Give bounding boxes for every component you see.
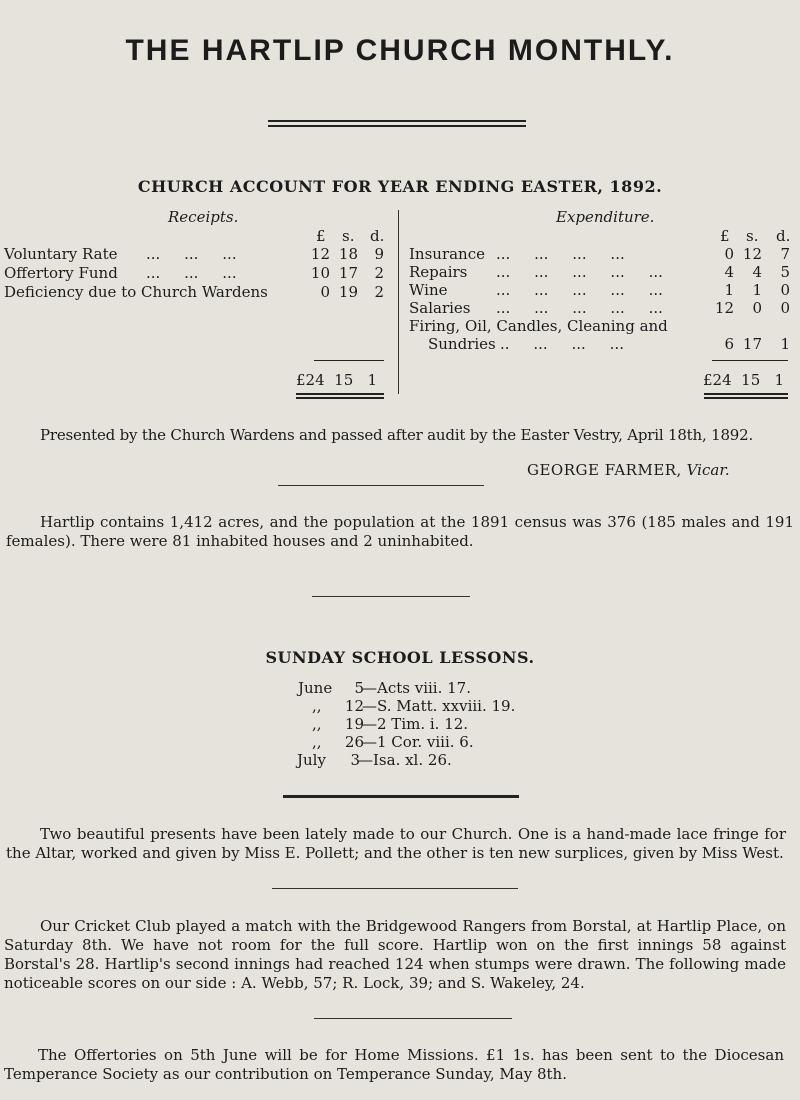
lesson-month: ,, [312,715,322,733]
expenditure-dots: ... ... ... ... [496,245,625,263]
lesson-day: 12 [344,697,364,715]
receipt-shillings: 18 [338,245,358,263]
lesson-text: —S. Matt. xxviii. 19. [362,697,516,715]
expenditure-item: Insurance [409,245,485,263]
receipts-total: £24 15 1 [296,371,378,389]
account-column-divider [398,210,399,394]
receipt-dots: ... ... ... [146,245,237,263]
divider [278,485,484,486]
expenditure-item: Firing, Oil, Candles, Cleaning and [409,317,668,335]
cricket-paragraph: Our Cricket Club played a match with the Bridgewood Rangers from Borstal, at Hartlip Place, on Saturday 8th. We have not room for the full score. Hartlip won on the first innings 58 against Borstal's 28. Hartlip's second innings had reached 124 when stumps were drawn. The following made noticeable scores on our side : A. Webb, 57; R. Lock, 39; and S. Wakeley, 24. [4,917,786,992]
expenditure-total: £24 15 1 [703,371,785,389]
expenditure-pence: 0 [780,299,790,317]
receipts-label: Receipts. [168,208,239,226]
lesson-month: ,, [312,697,322,715]
divider [314,1018,512,1019]
expenditure-dots: ... ... ... ... ... [496,281,663,299]
expenditure-currency-shilling: s. [746,227,759,245]
lesson-month: June [298,679,333,697]
expenditure-item: Sundries [428,335,496,353]
lesson-day: 26 [344,733,364,751]
expenditure-item: Salaries [409,299,471,317]
lesson-text: —Isa. xl. 26. [358,751,452,769]
expenditure-pounds: 6 [724,335,734,353]
expenditure-pence: 5 [780,263,790,281]
expenditure-dots: .. ... ... ... [500,335,624,353]
receipt-dots: ... ... ... [146,264,237,282]
expenditure-pence: 7 [780,245,790,263]
expenditure-pence: 1 [780,335,790,353]
expenditure-total-rule [712,360,788,361]
receipts-currency-pence: d. [370,227,385,245]
lesson-day: 19 [344,715,364,733]
expenditure-item: Repairs [409,263,468,281]
expenditure-total-double-rule [704,393,788,399]
expenditure-pounds: 1 [724,281,734,299]
receipt-pence: 2 [374,283,384,301]
expenditure-shillings: 4 [752,263,762,281]
lesson-day: 5 [354,679,364,697]
divider [312,596,470,597]
receipts-currency-pound: £ [316,227,326,245]
receipt-pence: 9 [374,245,384,263]
receipt-shillings: 17 [338,264,358,282]
expenditure-shillings: 17 [742,335,762,353]
page-title: THE HARTLIP CHURCH MONTHLY. [125,34,675,67]
receipt-item: Voluntary Rate [4,245,118,263]
expenditure-shillings: 0 [752,299,762,317]
receipts-currency-shilling: s. [342,227,355,245]
lesson-text: —1 Cor. viii. 6. [362,733,474,751]
receipt-shillings: 19 [338,283,358,301]
signature [527,461,730,479]
presented-statement: Presented by the Church Wardens and passed after audit by the Easter Vestry, April 18th, 1892. [40,426,754,444]
offertories-paragraph: The Offertories on 5th June will be for Home Missions. £1 1s. has been sent to the Diocesan Temperance Society as our contribution on Temperance Sunday, May 8th. [4,1046,784,1083]
receipt-item: Offertory Fund [4,264,118,282]
receipt-pence: 2 [374,264,384,282]
lesson-text: —Acts viii. 17. [362,679,471,697]
receipt-pounds: 12 [310,245,330,263]
signature-title: Vicar. [686,461,730,479]
expenditure-pounds: 4 [724,263,734,281]
expenditure-pounds: 12 [714,299,734,317]
receipt-pounds: 0 [320,283,330,301]
divider [283,795,519,798]
expenditure-label: Expenditure. [556,208,655,226]
expenditure-currency-pence: d. [776,227,791,245]
lesson-text: —2 Tim. i. 12. [362,715,469,733]
title-double-rule [268,120,526,127]
presents-paragraph: Two beautiful presents have been lately made to our Church. One is a hand-made lace fringe for the Altar, worked and given by Miss E. Pollett; and the other is ten new surplices, given by Miss West. [6,825,786,862]
account-heading: CHURCH ACCOUNT FOR YEAR ENDING EASTER, 1892. [137,177,663,196]
lessons-heading: SUNDAY SCHOOL LESSONS. [265,648,535,667]
expenditure-dots: ... ... ... ... ... [496,263,663,281]
population-paragraph: Hartlip contains 1,412 acres, and the population at the 1891 census was 376 (185 males and 191 females). There were 81 inhabited houses and 2 uninhabited. [6,513,794,550]
expenditure-shillings: 12 [742,245,762,263]
lesson-day: 3 [350,751,360,769]
divider [272,888,518,889]
lesson-month: ,, [312,733,322,751]
receipts-total-rule [314,360,384,361]
expenditure-shillings: 1 [752,281,762,299]
receipts-total-double-rule [296,393,384,399]
lesson-month: July [297,751,326,769]
receipt-item: Deficiency due to Church Wardens [4,283,268,301]
receipt-pounds: 10 [310,264,330,282]
expenditure-pence: 0 [780,281,790,299]
signature-name: GEORGE FARMER, [527,461,682,479]
expenditure-item: Wine [409,281,448,299]
expenditure-dots: ... ... ... ... ... [496,299,663,317]
expenditure-currency-pound: £ [720,227,730,245]
expenditure-pounds: 0 [724,245,734,263]
